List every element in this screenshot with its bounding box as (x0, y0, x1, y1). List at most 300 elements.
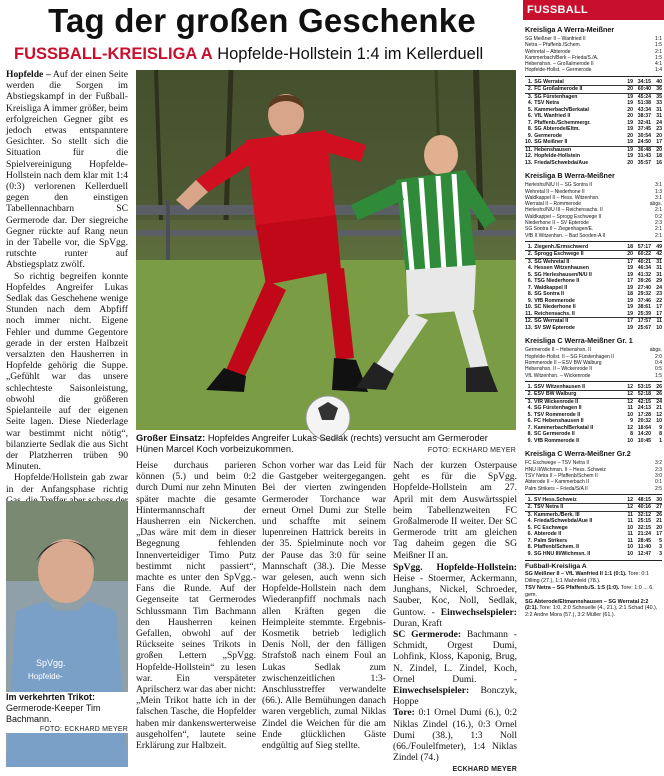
standing-rank: 5. (527, 106, 533, 113)
jersey-lettering: SpVgg. (36, 658, 66, 668)
divider (525, 494, 662, 495)
standing-team: Waldkappel II (534, 284, 568, 291)
standing-games: 20 (627, 159, 633, 166)
standing-team: VfB Rommerode (534, 297, 575, 304)
league-title: Kreisliga C Werra-Meißner Gr. 1 (525, 336, 633, 346)
standing-rank: 2. (525, 504, 534, 512)
standing-goals: 25:15 (637, 518, 651, 525)
result-score: 2:0 (655, 353, 662, 360)
standing-points: 31 (656, 258, 662, 265)
standing-points: 17 (651, 139, 662, 146)
standing-goals: 30:54 (637, 132, 651, 139)
result-teams: Germerode II – Hebenshsn. II (525, 347, 591, 354)
result-teams: Herleshs/N/U II – SG Sontra II (525, 182, 592, 189)
match-report (525, 571, 662, 585)
standings-table (525, 79, 662, 167)
standing-goals: 27:40 (637, 284, 651, 291)
article-column-3 (262, 460, 386, 758)
standing-team: Hebenshausen (534, 146, 572, 153)
standing-goals: 29:32 (637, 291, 651, 298)
standing-points: 16 (656, 159, 662, 166)
standings-row (525, 311, 662, 318)
standing-games: 19 (627, 271, 633, 278)
result-score: 0:4 (655, 360, 662, 367)
standing-rank: 4. (527, 405, 532, 412)
goals-line (393, 707, 517, 763)
standing-team: SG Herleshausen/N/U II (534, 271, 592, 278)
standing-goals: 25:39 (633, 311, 651, 318)
standing-games: 20 (622, 86, 633, 94)
standing-team: SG Werratal II (534, 318, 569, 325)
standing-goals: 42:15 (637, 398, 651, 405)
result-teams: Netra – Pfaffenb./Schem. (525, 42, 582, 49)
results-table (525, 347, 662, 378)
article-column-2 (136, 460, 256, 758)
result-score: 0:1 (655, 479, 662, 486)
standing-goals: 46:34 (637, 265, 651, 272)
result-teams: Hebenshsn. – Großalmerode II (525, 61, 594, 68)
standing-games: 12 (622, 497, 633, 504)
match-report (525, 599, 662, 619)
standing-games: 18 (627, 291, 633, 298)
standing-rank: 7. (527, 119, 533, 126)
standing-goals: 35:57 (637, 159, 651, 166)
standing-rank: 12. (525, 318, 533, 325)
subheadline (14, 43, 522, 65)
result-score: 0:5 (655, 366, 662, 373)
standing-games: 11 (627, 518, 633, 525)
standings-row (525, 497, 662, 504)
standing-team: Frieda/Schwebda/Aue (534, 159, 589, 166)
standing-games: 11 (627, 531, 633, 538)
standing-rank: 6. (527, 531, 532, 538)
standing-goals: 39:26 (637, 278, 651, 285)
standing-team: Germerode (534, 132, 562, 139)
standings-row (525, 391, 662, 399)
standing-points: 24 (656, 284, 662, 291)
goals-text: 0:1 Ornel Dumi (6.), 0:2 Niklas Zindel (16.), 0:3 Ornel Dumi (38.), 1:3 Noll (66./Foulelfmeter), 1:4 Niklas Zindel (74.) (393, 707, 517, 764)
standing-team: TSV Netra (534, 100, 560, 107)
standing-games: 12 (622, 391, 633, 399)
article-text: Auf der einen Seite werden die Sorgen im Abstiegskampf in der Fußball-Kreisliga A immer größer, beim erfolgreichen Gegner gibt es jedoch etwas entspanntere Gesichter. So stellt sich die Situation für die Spielvereinigung Hopfelde-Hollstein nach dem klar mit 1:4 (0:3) verlorenen Kellerduell gegen den einstigen Tabellennachbarn SC Germerode dar. Der siegreiche Gegner rückte auf Rang neun in der Tabelle vor, die SpVgg. rutschte runter auf Abstiegsplatz zwölf. (6, 69, 128, 271)
standing-games: 20 (622, 251, 633, 259)
standing-points: 24 (656, 398, 662, 405)
standing-goals: 32:41 (637, 119, 651, 126)
standing-points: 26 (651, 384, 662, 391)
standing-points: 17 (651, 311, 662, 318)
standings-row (525, 438, 662, 445)
standings-row (525, 398, 662, 405)
standing-team: Frieda/Schwebda/Aue II (534, 518, 593, 525)
result-teams: TSV Netra II – Pfaffenb/Schem II (525, 473, 598, 480)
result-score: 2:1 (655, 226, 662, 233)
standing-rank: 4. (527, 265, 533, 272)
standing-points: 8 (659, 431, 662, 438)
main-photo (136, 70, 516, 430)
standing-games: 20 (627, 113, 633, 120)
standing-points: 5 (659, 537, 662, 544)
standing-team: Ziegenh./Ermschwerd (534, 244, 622, 251)
main-photo-credit: FOTO: ECKHARD MEYER (427, 447, 516, 454)
standing-rank: 11. (525, 146, 533, 153)
result-score: 1:5 (655, 42, 662, 49)
result-teams: Waldkappel – Sprogg Eschwege II (525, 213, 602, 220)
lineup-hopfelde (393, 562, 517, 629)
standing-team: SG Sontra II (534, 291, 564, 298)
standing-points: 33 (656, 100, 662, 107)
standing-team: SG Abterode/Eltm. (534, 126, 580, 133)
results-table (525, 460, 662, 491)
standing-goals: 37:45 (637, 126, 651, 133)
standing-goals: 21:24 (637, 531, 651, 538)
standing-rank: 2. (525, 391, 534, 399)
standing-points: 21 (656, 405, 662, 412)
dateline: Hopfelde – (6, 69, 51, 80)
standings-table (525, 244, 662, 332)
standing-games: 12 (622, 384, 633, 391)
article-paragraph: Heise durchaus parieren können (5.) und beim 0:2 durch Dumi nur zehn Minuten später machte die gesamte Hintermannschaft der Hausherren ein Nickerchen. „Das wäre mit dem in dieser Begegnung fehlenden Innenverteidiger Timo Putz bestimmt nicht passiert“, machte es unter den SpVgg.-Fans die Runde. Auf der Gegenseite tat Germerodes Schlussmann Tim Bachmann den Hausherren keinen Gefallen, obwohl auf der Rückseite seines Trikots in großen Lettern „SpVgg. Hopfelde-Hollstein“ zu lesen war. Ein verspäteter Aprilscherz war das aber nicht: „Mein Trikot hatte ich in der falschen Tasche, die Hopfelder haben mir dankenswerterweise ausgeholfen“, lautete seine Erklärung zur Halbzeit. (136, 460, 256, 752)
standing-games: 19 (627, 93, 633, 100)
standing-rank: 3. (527, 93, 533, 100)
article-paragraph: So richtig begreifen konnte Hopfeldes Angreifer Lukas Sedlak das Geschehene wenige Stunden nach dem Abpfiff noch immer nicht. Eigene Fehler und dumme Gegentore gerade in der ersten Halbzeit versalzten den Hausherren in Hopfelde gehörig die Suppe. „Gefühlt war das unsere schlechteste Saisonleistung, obwohl die größeren Spielanteile auf der eigenen Seite lagen. Diese Niederlage war bestimmt nicht nötig“, bilanzierte Sedlak die aus Sicht der Platzherren trüben 90 Minuten. (6, 270, 128, 473)
standing-goals: 48:15 (633, 497, 651, 504)
standing-rank: 6. (527, 113, 533, 120)
standing-team: Hopfelde-Hollstein (534, 153, 581, 160)
standing-team: ESV BW Walburg (534, 391, 622, 399)
standing-rank: 1. (525, 497, 534, 504)
standing-rank: 9. (527, 297, 533, 304)
standing-goals: 57:17 (633, 244, 651, 251)
standing-points: 36 (651, 86, 662, 94)
standings-row (525, 139, 662, 146)
league-title: Kreisliga C Werra-Meißner Gr.2 (525, 449, 631, 459)
standing-team: Pfaffenb./Schemmergr. (534, 119, 591, 126)
standing-goals: 25:67 (637, 324, 651, 331)
standing-points: 12 (656, 411, 662, 418)
standing-team: SG Wehretal II (534, 258, 570, 265)
standing-points: 42 (651, 251, 662, 259)
divider (525, 381, 662, 382)
standings-row (525, 258, 662, 265)
divider (525, 241, 662, 242)
article-column-4 (393, 460, 517, 774)
result-score: 1:3 (655, 188, 662, 195)
standing-games: 10 (627, 437, 633, 444)
standing-rank: 10. (525, 139, 533, 146)
result-teams: Kammerbach/Berk – Frieda/S./A. (525, 54, 599, 61)
result-teams: Abterode II – Kammerbach II (525, 479, 589, 486)
goalkeeper-photo-credit: FOTO: ECKHARD MEYER (39, 726, 128, 733)
standing-team: SC Niederhone II (534, 304, 576, 311)
standing-goals: 41:32 (637, 271, 651, 278)
standing-team: SG Werratal (534, 79, 622, 86)
match-reports-title: Fußball-Kreisliga A (525, 563, 587, 571)
standing-team: SV SW Epterode (534, 324, 575, 331)
standing-goals: 24:13 (637, 405, 651, 412)
match-report-text: Tore: 0:1 Dilling (27.), 1:1 Mahnfeld (78.). (525, 571, 649, 585)
article-paragraph: Nach der kurzen Osterpause geht es für die SpVgg. Hopfelde-Hollstein am 27. April mit dem Auswärtsspiel beim Tabellenzweiten FC Großalmerode II weiter. Der SC Germerode tritt am gleichen Tag daheim gegen die SG Meißner II an. (393, 460, 517, 561)
standing-games: 11 (627, 405, 633, 412)
standings-row (525, 551, 662, 558)
standing-team: Sprogg Eschwege II (534, 251, 622, 259)
standing-games: 19 (627, 265, 633, 272)
standing-rank: 1. (525, 79, 534, 86)
match-report-text: Tore: 1:0, 2:0 Schnuelle (4., 21.), 2:1 Schad (40.), 2:2 Andre Mora (57.), 3:2 Müller (61.). (525, 605, 658, 619)
caption-text: Hopfeldes Angreifer Lukas Sedlak (rechts) versucht am Germeroder Hünen Marcel Koch vorbeizukommen. (136, 433, 488, 454)
standing-games: 19 (627, 153, 633, 160)
result-row (525, 233, 662, 239)
goals-label: Tore: (393, 707, 415, 719)
standing-rank: 7. (527, 537, 532, 544)
standing-team: Pfaffenb/Schem. II (534, 544, 579, 551)
standing-rank: 5. (527, 524, 532, 531)
result-teams: FC Eschwege – TSV Netra II (525, 460, 590, 467)
standings-row (525, 251, 662, 259)
result-teams: Rommerode II – ESV BW Walburg (525, 360, 602, 367)
standing-rank: 12. (525, 153, 533, 160)
standing-games: 19 (627, 284, 633, 291)
result-score: 4:1 (655, 61, 662, 68)
standings-table (525, 384, 662, 445)
standing-games: 17 (627, 258, 633, 265)
result-score: 3:2 (655, 460, 662, 467)
standing-points: 20 (656, 132, 662, 139)
result-teams: Waldkappel II – Hess. Witzenhsn. (525, 194, 600, 201)
standing-team: FC Großalmerode II (534, 86, 622, 94)
standing-rank: 9. (527, 550, 532, 557)
standing-goals: 18:64 (637, 424, 651, 431)
standing-points: 31 (656, 271, 662, 278)
result-teams: VfB II Witzenhsn. – Bad Sooden-A II (525, 232, 606, 239)
subs-label: Einwechselspieler: (440, 606, 517, 618)
standing-points: 31 (656, 106, 662, 113)
standing-goals: 38:37 (637, 113, 651, 120)
article-column-1 (6, 69, 128, 497)
standing-games: 19 (627, 324, 633, 331)
standing-team: FC Eschwege (534, 524, 568, 531)
lineup-text: Heise - Stoermer, Ackermann, Junghans, Nickel, Schroeder, Sauber, Koc, Noll, Sedlak, Guntow. - (393, 573, 517, 618)
result-teams: HNU II/Wichmsn. II – Hess. Schweiz (525, 466, 606, 473)
standing-games: 19 (627, 146, 633, 153)
league-title: Kreisliga A Werra-Meißner (525, 25, 615, 34)
caption-lead: Großer Einsatz: (136, 433, 206, 443)
standing-rank: 8. (527, 544, 532, 551)
result-score: 3:1 (655, 194, 662, 201)
goalkeeper-caption-block (6, 692, 128, 733)
result-teams: Niederhone II – SV Epterode (525, 220, 589, 227)
result-score: 2:3 (655, 220, 662, 227)
league-title: Kreisliga B Werra-Meißner (525, 171, 615, 181)
standing-team: Kammerbach/Berkatal II (534, 424, 594, 431)
standing-team: SG Fürstenhagen (534, 93, 578, 100)
standing-rank: 1. (525, 244, 534, 251)
standing-games: 8 (630, 431, 633, 438)
standing-rank: 2. (525, 86, 534, 94)
result-teams: Werratal II – Rommerode (525, 201, 582, 208)
standing-goals: 24:50 (633, 139, 651, 146)
standing-games: 10 (627, 524, 633, 531)
result-score: 2:1 (655, 207, 662, 214)
standings-row (525, 244, 662, 251)
standing-points: 3 (659, 550, 662, 557)
standing-team: TSG Niederhone II (534, 278, 580, 285)
standing-games: 19 (627, 297, 633, 304)
standing-points: 20 (656, 146, 662, 153)
result-score: 1:5 (655, 54, 662, 61)
section-kicker: FUSSBALL-KREISLIGA A (14, 45, 213, 63)
standing-points: 40 (651, 79, 662, 86)
lineup-text: Bachmann - Schmidt, Orgest Dumi, Lohfink, Kloss, Kaponig, Brug, N. Zindel, L. Zindel, Koch, Ornel Dumi. - (393, 629, 517, 685)
standing-goals: 17:28 (637, 411, 651, 418)
standing-goals: 40:21 (637, 258, 651, 265)
standing-games: 19 (627, 100, 633, 107)
standings-row (525, 504, 662, 512)
standing-goals: 34:15 (633, 79, 651, 86)
standings-row (525, 93, 662, 100)
standing-goals: 14:20 (637, 431, 651, 438)
result-teams: VfL Witzenhsn. – Wickenrode (525, 372, 591, 379)
subheadline-text: Hopfelde-Hollstein 1:4 im Kellerduell (212, 45, 484, 63)
standing-team: SV Hess.Schweiz (534, 497, 622, 504)
standing-goals: 20:32 (637, 418, 651, 425)
standing-points: 17 (656, 531, 662, 538)
standing-games: 17 (627, 318, 633, 325)
standing-points: 23 (656, 126, 662, 133)
result-teams: Wehretal – Abterode (525, 48, 571, 55)
standing-games: 17 (627, 278, 633, 285)
standing-team: Palm Strikers (534, 537, 568, 544)
standing-goals: 10:45 (637, 437, 651, 444)
standing-team: Kammerb./Berk. III (534, 511, 580, 518)
match-report-head: SG Meißner II – VfL Wanfried II 1:1 (0:1). (525, 571, 627, 578)
result-score: 1:1 (655, 36, 662, 42)
match-report (525, 585, 662, 599)
standing-points: 10 (656, 324, 662, 331)
standing-goals: 31:43 (637, 153, 651, 160)
standings-row (525, 511, 662, 518)
standing-goals: 60:22 (633, 251, 651, 259)
standing-rank: 2. (525, 251, 534, 259)
standing-rank: 9. (527, 132, 533, 139)
standing-rank: 4. (527, 518, 532, 525)
standing-rank: 1. (525, 384, 534, 391)
result-row (525, 373, 662, 379)
result-teams: SG Meißner II – Wanfried II (525, 36, 586, 42)
standing-rank: 6. (527, 418, 532, 425)
standings-row (525, 146, 662, 153)
divider (525, 76, 662, 77)
standing-points: 18 (656, 153, 662, 160)
standing-team: TSV Rommerode II (534, 411, 581, 418)
standing-rank: 8. (527, 431, 532, 438)
article-paragraph (6, 69, 128, 271)
result-score: 2:5 (655, 485, 662, 492)
standing-team: VfR Wickenrode II (534, 398, 579, 405)
standing-team: SG Fürstenhagen II (534, 405, 582, 412)
standing-rank: 7. (527, 424, 532, 431)
standing-goals: 60:40 (633, 86, 651, 94)
standing-points: 10 (656, 418, 662, 425)
standing-games: 20 (627, 132, 633, 139)
standing-points: 31 (656, 265, 662, 272)
standing-points: 17 (656, 304, 662, 311)
standing-rank: 3. (527, 511, 532, 518)
standing-goals: 43:34 (637, 106, 651, 113)
result-teams: Hopfelde-Hollst. II – SG Fürstenhagen II (525, 353, 614, 360)
standing-rank: 13. (525, 159, 533, 166)
standing-games: 11 (627, 537, 633, 544)
standing-rank: 3. (527, 398, 532, 405)
standings-row (525, 160, 662, 167)
match-report-head: SG Abterode/Eltmannshausen – SG Werratal 2:2 (2:1). (525, 598, 649, 612)
football-action-photo (136, 70, 516, 430)
result-score: 1:4 (655, 67, 662, 74)
standing-goals: 36:48 (637, 146, 651, 153)
results-table (525, 36, 662, 74)
standing-goals: 53:15 (633, 384, 651, 391)
standing-team: SG HNU III/Wichmsn. II (534, 550, 591, 557)
result-score: abgs. (649, 347, 662, 354)
standing-rank: 5. (527, 411, 532, 418)
result-teams: Herleshs/N/U III – Reichensachs. II (525, 207, 603, 214)
result-score: 3:0 (655, 473, 662, 480)
sidebar-header: FUSSBALL (523, 0, 664, 20)
standing-team: SSV Witzenhausen II (534, 384, 622, 391)
standing-games: 10 (627, 411, 633, 418)
standing-points: 24 (656, 119, 662, 126)
jersey-lettering: Hopfelde- (28, 672, 63, 681)
standing-team: VfB Rommerode II (534, 437, 579, 444)
author-credit: ECKHARD MEYER (452, 766, 517, 774)
standing-rank: 6. (527, 278, 533, 285)
standing-team: Abterode II (534, 531, 562, 538)
standing-games: 12 (627, 424, 633, 431)
standing-games: 9 (630, 418, 633, 425)
standing-goals: 38:61 (637, 304, 651, 311)
result-teams: Hopfelde-Hollst. – Germerode (525, 67, 592, 74)
standing-rank: 9. (527, 437, 532, 444)
result-teams: Hebenshsn. II – Wickenrode II (525, 366, 592, 373)
standing-rank: 7. (527, 284, 533, 291)
standing-points: 26 (651, 391, 662, 399)
match-report-head: TSV Netra – SG Pfaffenb./S. 1:5 (1:0). (525, 585, 620, 592)
standing-points: 3 (659, 544, 662, 551)
standing-team: Hessen Witzenhausen (534, 265, 589, 272)
standing-team: FC Hebenshausen II (534, 418, 584, 425)
standing-team: SC Germerode II (534, 431, 575, 438)
standing-games: 20 (627, 106, 633, 113)
subs-text: Duran, Kraft (393, 617, 443, 629)
standing-points: 20 (656, 524, 662, 531)
result-score: 0:2 (655, 213, 662, 220)
standing-rank: 8. (527, 126, 533, 133)
article-paragraph: Schon vorher war das Leid für die Gastgeber weitergegangen. Bei der vierten zwingenden Germeroder Torchance war erneut Ornel Dumi zur Stelle und schaffte mit seinem lupenreinen Hattrick bereits in der 35. Spielminute noch vor der Pause das 3:0 für seine Mannschaft (38.). Die Messe war gelesen, auch wenn sich Hopfelde-Hollstein nach dem Wiederanpfiff nochmals nach allen Kräften gegen die Heimpleite stemmte. Ergebnis-Kosmetik betrieb lediglich Denis Noll, der den fälligen Strafstoß nach einem Foul an Lukas Sedlak zum zwischenzeitlichen 1:3-Anschlusstreffer verwandelte (66.). Alle Bemühungen danach waren vergeblich, zumal Niklas Zindel die Weichen für die am Ende glücklichen Gäste endgültig auf Sieg stellte. (262, 460, 386, 752)
standing-rank: 11. (525, 310, 533, 317)
result-teams: Wehretal II – Niederhone II (525, 188, 585, 195)
standing-rank: 8. (527, 291, 533, 298)
result-score: 3:1 (655, 182, 662, 189)
standing-points: 11 (656, 318, 662, 325)
standing-team: Kammerbach/Berkatal (534, 106, 590, 113)
standing-games: 19 (622, 311, 633, 318)
standing-team: Reichensachs. II (534, 311, 622, 318)
standing-games: 10 (627, 550, 633, 557)
caption-text: Germerode-Keeper Tim Bachmann. (6, 703, 101, 724)
lineup-team-label: SpVgg. Hopfelde-Hollstein: (393, 561, 517, 573)
standing-points: 22 (656, 297, 662, 304)
result-teams: Palm Strikers – Frieda/S/A II (525, 485, 588, 492)
standings-row (525, 79, 662, 86)
